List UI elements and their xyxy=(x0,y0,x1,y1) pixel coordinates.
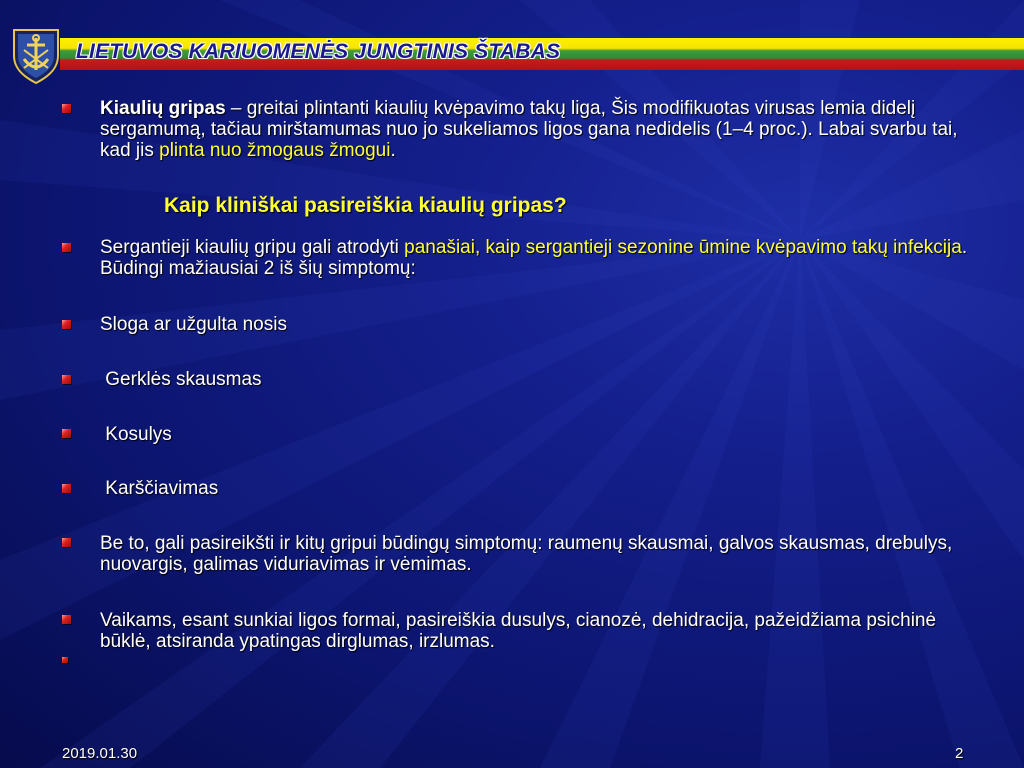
section-heading: Kaip kliniškai pasireiškia kiaulių gripas? xyxy=(164,194,567,217)
symptoms-intro-text-a: Sergantieji kiaulių gripu gali atrodyti xyxy=(100,237,405,258)
intro-text-b: . xyxy=(390,140,396,161)
symptoms-intro-highlight: panašiai, kaip sergantieji sezonine ūmine kvėpavimo takų infekcija xyxy=(404,237,962,258)
intro-highlight: plinta nuo žmogaus žmogui xyxy=(159,140,391,161)
bullet-icon xyxy=(62,104,71,113)
children-paragraph: Vaikams, esant sunkiai ligos formai, pasireiškia dusulys, cianozė, dehidracija, pažeidžiama psichinė būklė, atsiranda ypatingas dirglumas, irzlumas. xyxy=(100,610,937,652)
symptom-item: Kosulys xyxy=(100,424,172,445)
bullet-icon xyxy=(62,429,71,438)
symptom-item: Sloga ar užgulta nosis xyxy=(100,314,287,335)
page-number: 2 xyxy=(955,745,964,762)
bullet-icon xyxy=(62,484,71,493)
bullet-icon xyxy=(62,243,71,252)
bullet-icon xyxy=(62,657,68,663)
bullet-icon xyxy=(62,615,71,624)
bullet-icon xyxy=(62,538,71,547)
symptom-item: Gerklės skausmas xyxy=(100,369,262,390)
organization-title: LIETUVOS KARIUOMENĖS JUNGTINIS ŠTABAS xyxy=(76,40,561,63)
footer-date: 2019.01.30 xyxy=(62,745,138,762)
anchor-shield-icon xyxy=(10,26,62,86)
symptom-item: Karščiavimas xyxy=(100,478,219,499)
symptoms-intro-paragraph xyxy=(100,237,980,279)
intro-text-a: – greitai plintanti kiaulių kvėpavimo takų liga, Šis modifikuotas virusas lemia didelį sergamumą, tačiau mirštamumas nuo jo sukeliamos ligos gana nedidelis (1–4 proc.). Labai svarbu tai, kad jis xyxy=(100,98,958,161)
bullet-icon xyxy=(62,320,71,329)
other-symptoms-paragraph: Be to, gali pasireikšti ir kitų gripui būdingų simptomų: raumenų skausmai, galvos skausmas, drebulys, nuovargis, galimas viduriavimas ir vėmimas. xyxy=(100,533,953,575)
bullet-icon xyxy=(62,375,71,384)
intro-lead: Kiaulių gripas xyxy=(100,98,226,119)
symptoms-intro-text-b: . Būdingi mažiausiai 2 iš šių simptomų: xyxy=(100,237,968,279)
intro-paragraph xyxy=(100,98,980,161)
